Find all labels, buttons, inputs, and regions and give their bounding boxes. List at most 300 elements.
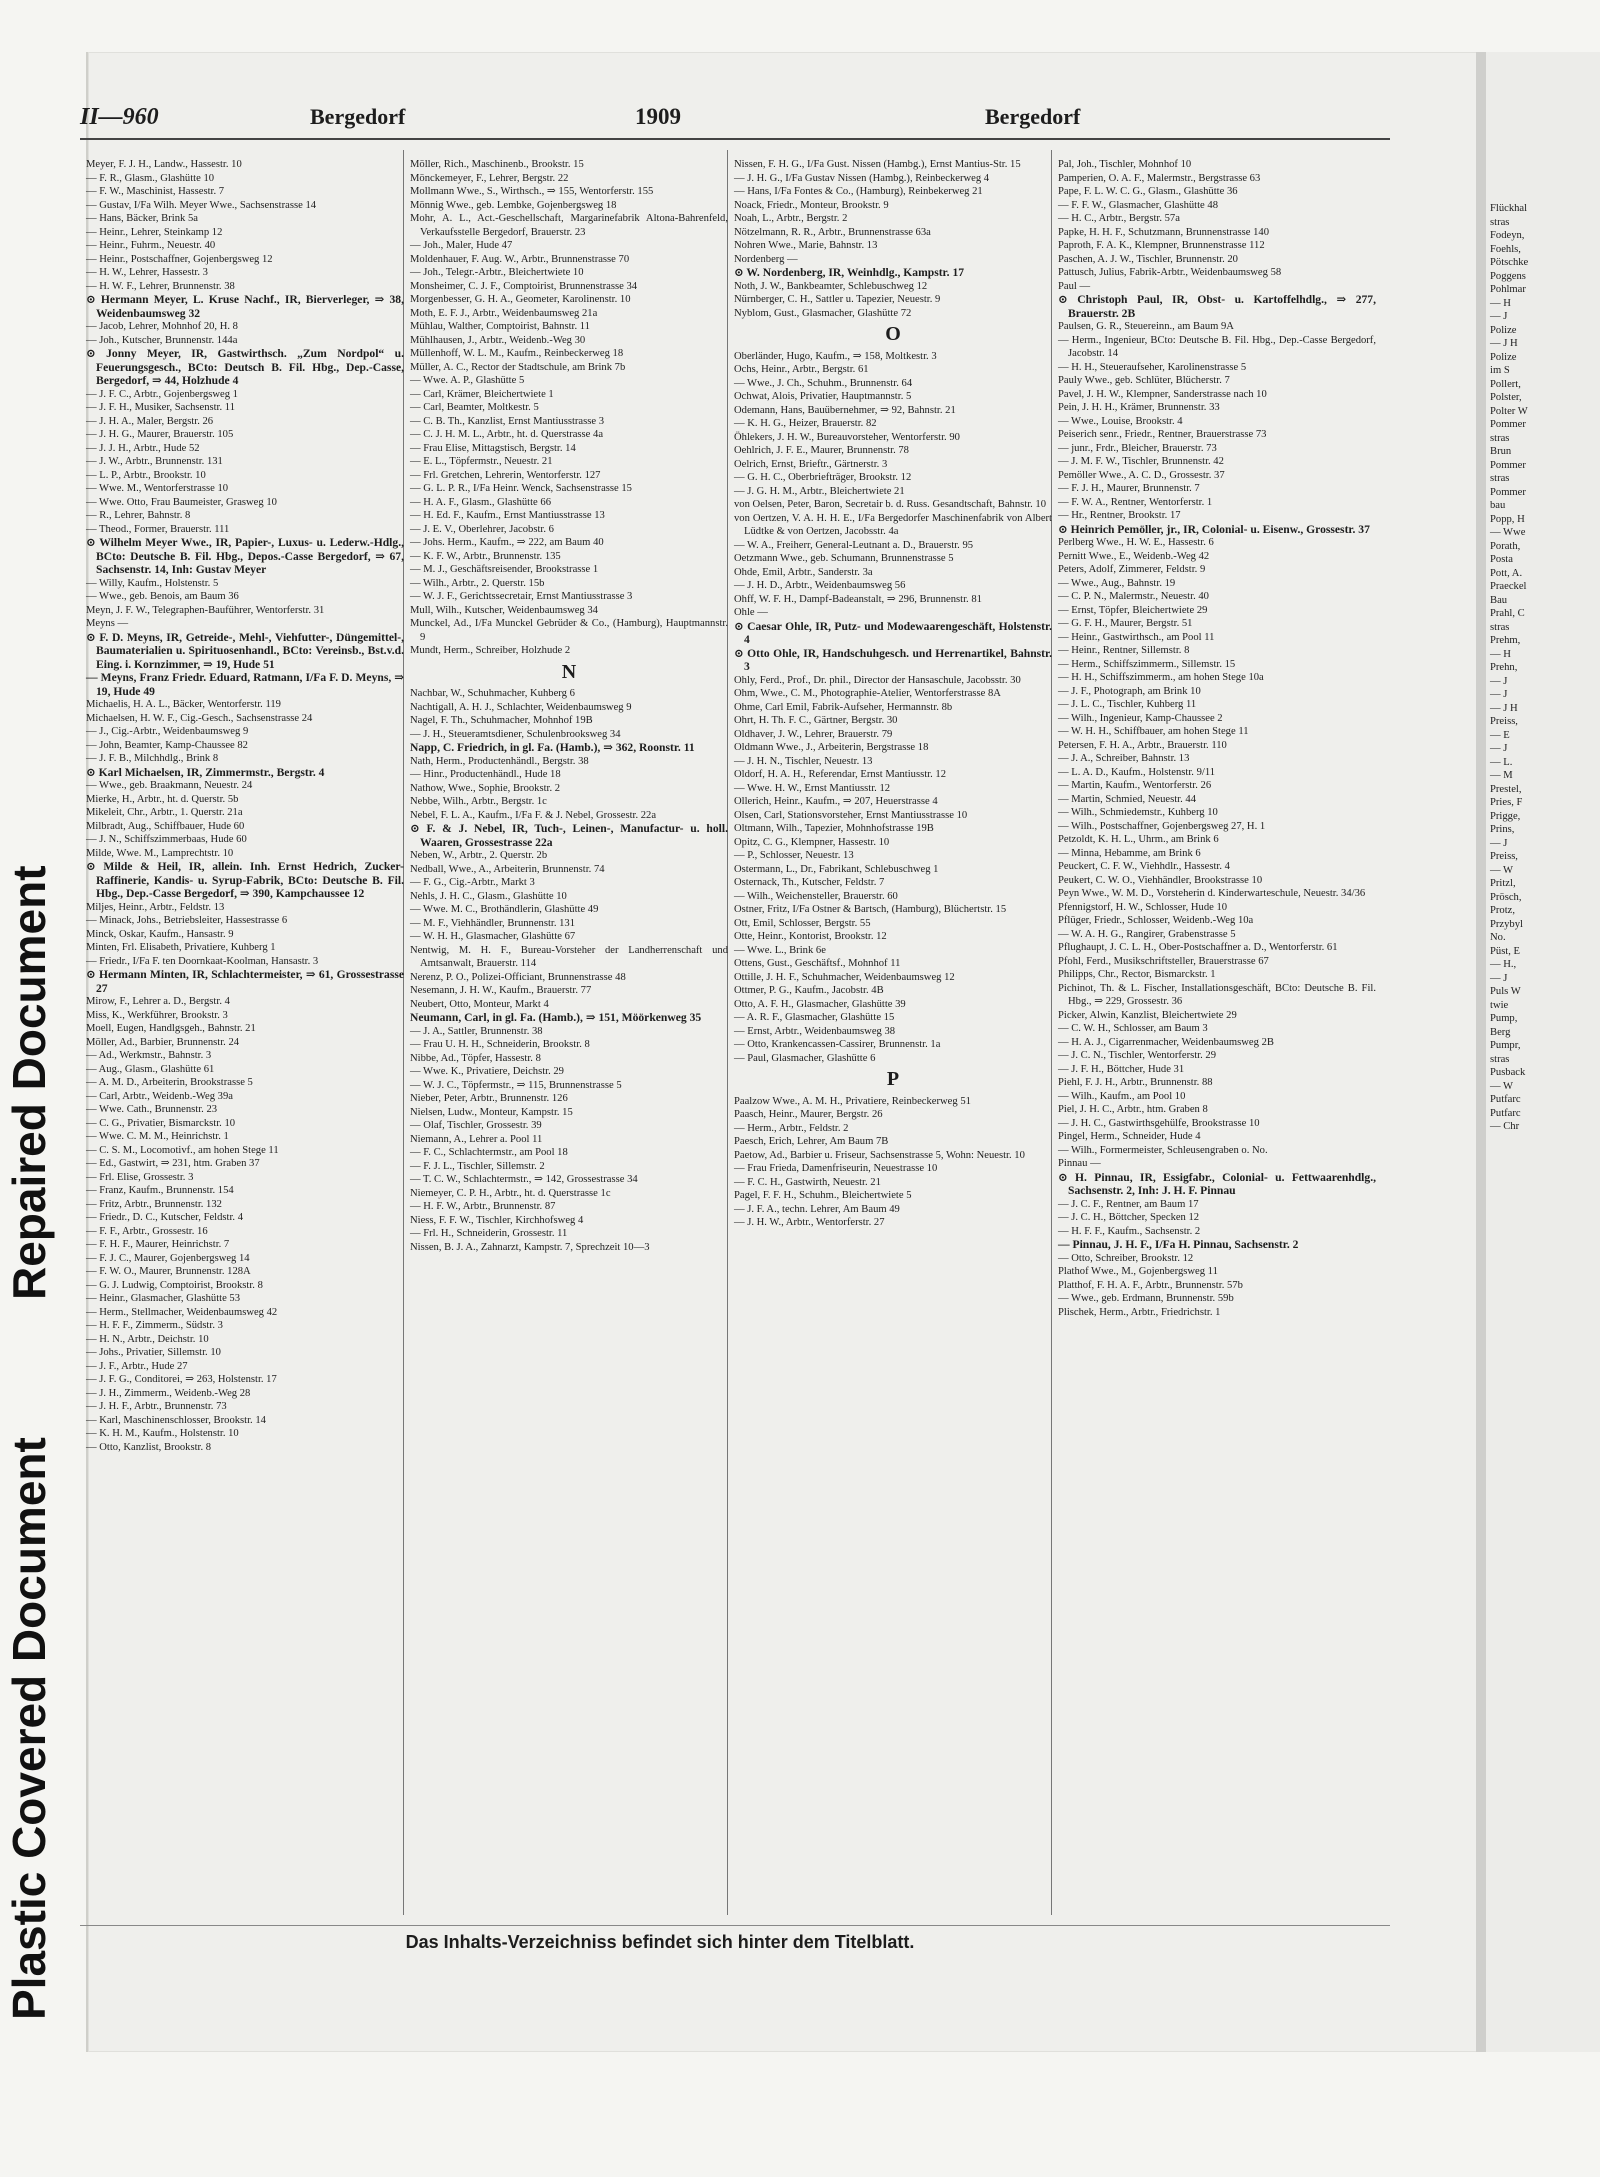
directory-entry: — T. C. W., Schlachtermstr., ⇒ 142, Grossestrasse 34 [410, 1174, 638, 1185]
directory-entry: Mühlau, Walther, Comptoirist, Bahnstr. 11 [410, 321, 590, 332]
fragment-line: — L. [1490, 756, 1513, 768]
directory-entry: Nentwig, M. H. F., Bureau-Vorsteher der Landherrenschaft und Amtsanwalt, Brauerstr. 114 [410, 944, 728, 969]
directory-entry: — Karl, Maschinenschlosser, Brookstr. 14 [86, 1414, 266, 1426]
directory-entry: — J. M. F. W., Tischler, Brunnenstr. 42 [1058, 456, 1224, 467]
directory-entry: — Frau U. H. H., Schneiderin, Brookstr. 8 [410, 1039, 590, 1050]
fragment-line: — J [1490, 311, 1508, 322]
directory-entry: Nordenberg — [734, 253, 798, 265]
header-year: 1909 [635, 104, 681, 129]
directory-entry: Niemann, A., Lehrer a. Pool 11 [410, 1133, 543, 1145]
directory-entry: Napp, C. Friedrich, in gl. Fa. (Hamb.), ⇒ 362, Roonstr. 11 [410, 741, 695, 754]
directory-entry: — P., Schlosser, Neuestr. 13 [734, 850, 854, 861]
directory-entry: — Wwe., geb. Benois, am Baum 36 [86, 591, 239, 602]
directory-entry: Nachbar, W., Schuhmacher, Kuhberg 6 [410, 688, 575, 699]
directory-entry: — Fritz, Arbtr., Brunnenstr. 132 [86, 1198, 222, 1210]
fragment-line: — J [1490, 675, 1508, 687]
fragment-line: Fodeyn, [1490, 230, 1525, 241]
directory-entry: Michaelis, H. A. L., Bäcker, Wentorferstr. 119 [86, 699, 281, 710]
fragment-line: Pott, A. [1490, 567, 1523, 579]
footer-note: Das Inhalts-Verzeichniss befindet sich hinter dem Titelblatt. [405, 1932, 915, 1952]
directory-entry: — Carl, Arbtr., Weidenb.-Weg 39a [86, 1090, 233, 1102]
page-number: II—960 [80, 104, 159, 130]
directory-entry: — Hans, I/Fa Fontes & Co., (Hamburg), Reinbekerweg 21 [734, 186, 983, 197]
directory-entry: — H. H., Schiffszimmerm., am hohen Stege 10a [1058, 672, 1264, 683]
directory-entry: — Heinr., Postschaffner, Gojenbergsweg 12 [86, 253, 273, 265]
fragment-line: Prehm, [1490, 635, 1521, 646]
directory-entry: Nehls, J. H. C., Glasm., Glashütte 10 [410, 890, 567, 902]
directory-entry: — Heinr., Lehrer, Steinkamp 12 [86, 226, 223, 238]
directory-entry: Odemann, Hans, Bauübernehmer, ⇒ 92, Bahnstr. 21 [734, 404, 956, 416]
directory-entry: — C. B. Th., Kanzlist, Ernst Mantiusstrasse 3 [410, 415, 605, 427]
directory-entry: — J. H., Zimmerm., Weidenb.-Weg 28 [86, 1387, 251, 1399]
directory-entry: — L. P., Arbtr., Brookstr. 10 [86, 469, 206, 481]
directory-entry: Peukert, C. W. O., Viehhändler, Brookstrasse 10 [1058, 874, 1263, 886]
directory-entry: — J. F., Photograph, am Brink 10 [1058, 685, 1201, 697]
directory-entry: Nyblom, Gust., Glasmacher, Glashütte 72 [734, 307, 912, 319]
directory-entry: Nürnberger, C. H., Sattler u. Tapezier, Neuestr. 9 [734, 294, 941, 305]
directory-entry: Nötzelmann, R. R., Arbtr., Brunnenstrasse 63a [734, 226, 931, 238]
directory-entry: Paetow, Ad., Barbier u. Friseur, Sachsenstrasse 5, Wohn: Neuestr. 10 [734, 1149, 1025, 1161]
fragment-line: im S [1490, 365, 1510, 376]
directory-entry: Ohff, W. F. H., Dampf-Badeanstalt, ⇒ 296, Brunnenstr. 81 [734, 593, 982, 605]
directory-entry: Ottille, J. H. F., Schuhmacher, Weidenbaumsweg 12 [734, 971, 955, 983]
directory-entry: Nibbe, Ad., Töpfer, Hassestr. 8 [410, 1052, 541, 1064]
directory-entry: Papke, H. H. F., Schutzmann, Brunnenstrasse 140 [1058, 226, 1270, 238]
directory-entry: — Minack, Johs., Betriebsleiter, Hassestrasse 6 [86, 915, 288, 926]
directory-entry: Miss, K., Werkführer, Brookstr. 3 [86, 1009, 228, 1021]
directory-entry: — W. H. H., Schiffbauer, am hohen Stege 11 [1058, 726, 1249, 737]
directory-entry: — M. F., Viehhändler, Brunnenstr. 131 [410, 917, 576, 929]
directory-entry: Mollmann Wwe., S., Wirthsch., ⇒ 155, Wentorferstr. 155 [410, 186, 654, 197]
directory-entry: — Meyns, Franz Friedr. Eduard, Ratmann, I/Fa F. D. Meyns, ⇒ 19, Hude 49 [86, 671, 404, 698]
directory-entry: Pichinot, Th. & L. Fischer, Installationsgeschäft, BCto: Deutsche B. Fil. Hbg., ⇒ 229, Grossestr. 36 [1058, 982, 1376, 1007]
directory-entry: — J. H. G., I/Fa Gustav Nissen (Hambg.), Reinbeckerweg 4 [734, 172, 990, 184]
directory-entry: — Otto, Kanzlist, Brookstr. 8 [86, 1441, 212, 1453]
directory-entry: Nissen, F. H. G., I/Fa Gust. Nissen (Hambg.), Ernst Mantius-Str. 15 [734, 159, 1021, 170]
directory-entry: von Oelsen, Peter, Baron, Secretair b. d. Russ. Gesandtschaft, Bahnstr. 10 [734, 499, 1047, 510]
directory-entry: Nieber, Peter, Arbtr., Brunnenstr. 126 [410, 1093, 568, 1104]
directory-entry: ⊙ Heinrich Pemöller, jr., IR, Colonial- u. Eisenw., Grossestr. 37 [1058, 522, 1370, 536]
directory-entry: — C. J. H. M. L., Arbtr., ht. d. Querstrasse 4a [410, 429, 604, 440]
fragment-line: Polster, [1490, 392, 1522, 403]
directory-entry: — Pinnau, J. H. F., I/Fa H. Pinnau, Sachsenstr. 2 [1058, 1238, 1299, 1251]
directory-entry: Plathof Wwe., M., Gojenbergsweg 11 [1058, 1266, 1218, 1277]
directory-entry: — J. H. N., Tischler, Neuestr. 13 [734, 755, 873, 767]
directory-entry: Oelrich, Ernst, Brieftr., Gärtnerstr. 3 [734, 458, 888, 470]
directory-entry: Peiserich senr., Friedr., Rentner, Brauerstrasse 73 [1058, 429, 1267, 440]
directory-entry: Paasch, Heinr., Maurer, Bergstr. 26 [734, 1109, 883, 1120]
directory-entry: ⊙ Caesar Ohle, IR, Putz- und Modewaarengeschäft, Holstenstr. 4 [734, 619, 1052, 646]
directory-entry: — G. L. P. R., I/Fa Heinr. Wenck, Sachsenstrasse 15 [410, 483, 632, 494]
directory-entry: — H. W. F., Lehrer, Brunnenstr. 38 [86, 280, 235, 292]
directory-entry: Neumann, Carl, in gl. Fa. (Hamb.), ⇒ 151, Möörkenweg 35 [410, 1011, 702, 1024]
fragment-line: twie [1490, 999, 1509, 1011]
directory-entry: Paalzow Wwe., A. M. H., Privatiere, Reinbeckerweg 51 [734, 1095, 971, 1107]
directory-entry: — K. H. M., Kaufm., Holstenstr. 10 [86, 1428, 239, 1439]
directory-entry: — A. M. D., Arbeiterin, Brookstrasse 5 [86, 1077, 253, 1088]
directory-entry: — J. H. A., Maler, Bergstr. 26 [86, 415, 214, 427]
fragment-line: Pommer [1490, 486, 1526, 498]
fragment-line: Porath, [1490, 540, 1521, 552]
directory-entry: ⊙ F. & J. Nebel, IR, Tuch-, Leinen-, Manufactur- u. holl. Waaren, Grossestrasse 22a [410, 822, 728, 849]
directory-entry: — F. C. H., Gastwirth, Neuestr. 21 [734, 1176, 881, 1188]
fragment-line: Prehn, [1490, 662, 1518, 673]
directory-entry: ⊙ Hermann Meyer, L. Kruse Nachf., IR, Bierverleger, ⇒ 38, Weidenbaumsweg 32 [86, 293, 404, 320]
directory-entry: Pauly Wwe., geb. Schlüter, Blücherstr. 7 [1058, 375, 1230, 386]
directory-entry: — J. F. C., Arbtr., Gojenbergsweg 1 [86, 388, 238, 400]
directory-entry: — Aug., Glasm., Glashütte 61 [86, 1063, 215, 1075]
fragment-line: Polize [1490, 351, 1517, 363]
directory-entry: — H. A. J., Cigarrenmacher, Weidenbaumsweg 2B [1058, 1036, 1274, 1048]
directory-entry: — J. F. B., Milchhdlg., Brink 8 [86, 753, 219, 764]
directory-entry: — Heinr., Glasmacher, Glashütte 53 [86, 1293, 241, 1304]
directory-entry: Noack, Friedr., Monteur, Brookstr. 9 [734, 199, 889, 211]
fragment-line: Berg [1490, 1026, 1511, 1038]
directory-entry: Ollerich, Heinr., Kaufm., ⇒ 207, Heuerstrasse 4 [734, 796, 938, 807]
directory-entry: Otte, Heinr., Kontorist, Brookstr. 12 [734, 931, 887, 942]
directory-entry: Moldenhauer, F. Aug. W., Arbtr., Brunnenstrasse 70 [410, 253, 630, 265]
directory-entry: — Heinr., Gastwirthsch., am Pool 11 [1058, 631, 1215, 643]
fragment-line: Putfarc [1490, 1107, 1521, 1119]
directory-entry: Olsen, Carl, Stationsvorsteher, Ernst Mantiusstrasse 10 [734, 809, 968, 821]
page-fold [1476, 52, 1486, 2052]
fragment-line: Przybyl [1490, 918, 1523, 930]
directory-entry: Oldhaver, J. W., Lehrer, Brauerstr. 79 [734, 728, 893, 740]
directory-entry: Niess, F. F. W., Tischler, Kirchhofsweg 4 [410, 1214, 584, 1226]
fragment-line: — M [1490, 770, 1513, 781]
fragment-line: Prahl, C [1490, 608, 1525, 619]
header-right-title: Bergedorf [985, 104, 1081, 129]
directory-entry: — Wwe. Otto, Frau Baumeister, Grasweg 10 [86, 496, 277, 508]
directory-entry: — J. F. G., Conditorei, ⇒ 263, Holstenstr. 17 [86, 1374, 277, 1385]
directory-entry: — Wilh., Formermeister, Schleusengraben o. No. [1058, 1144, 1268, 1156]
fragment-line: Poggens [1490, 270, 1526, 282]
directory-entry: Paproth, F. A. K., Klempner, Brunnenstrasse 112 [1058, 240, 1265, 251]
fragment-line: — J H [1490, 702, 1518, 714]
directory-entry: Pamperien, O. A. F., Malermstr., Bergstrasse 63 [1058, 172, 1261, 184]
directory-entry: Minck, Oskar, Kaufm., Hansastr. 9 [86, 928, 234, 940]
directory-entry: Ochs, Heinr., Arbtr., Bergstr. 61 [734, 364, 869, 375]
directory-entry: Oldmann Wwe., J., Arbeiterin, Bergstrasse 18 [734, 742, 929, 753]
directory-entry: Möller, Ad., Barbier, Brunnenstr. 24 [86, 1036, 240, 1048]
directory-entry: — Wwe. L., Brink 6e [734, 944, 826, 956]
directory-entry: Ostermann, L., Dr., Fabrikant, Schlebuschweg 1 [734, 863, 939, 875]
fragment-line: — J H [1490, 338, 1518, 349]
adjacent-page-fragment [1486, 52, 1600, 2052]
directory-entry: Nielsen, Ludw., Monteur, Kampstr. 15 [410, 1106, 573, 1118]
directory-entry: — F. H. F., Maurer, Heinrichstr. 7 [86, 1239, 230, 1250]
directory-entry: — J. H. F., Arbtr., Brunnenstr. 73 [86, 1401, 227, 1412]
directory-entry: Mönckemeyer, F., Lehrer, Bergstr. 22 [410, 172, 569, 184]
directory-entry: Peters, Adolf, Zimmerer, Feldstr. 9 [1058, 564, 1206, 575]
directory-entry: Oldorf, H. A. H., Referendar, Ernst Mantiusstr. 12 [734, 769, 947, 780]
directory-entry: Müllenhoff, W. L. M., Kaufm., Reinbeckerweg 18 [410, 348, 624, 359]
column-4 [1058, 158, 1376, 1319]
directory-entry: — Herm., Stellmacher, Weidenbaumsweg 42 [86, 1306, 278, 1318]
fragment-line: stras [1490, 216, 1510, 228]
directory-entry: Piehl, F. J. H., Arbtr., Brunnenstr. 88 [1058, 1077, 1213, 1088]
directory-entry: — Wwe. A. P., Glashütte 5 [410, 375, 525, 386]
directory-entry: ⊙ Otto Ohle, IR, Handschuhgesch. und Herrenartikel, Bahnstr. 3 [734, 646, 1052, 673]
directory-entry: — Wwe. M., Wentorferstrasse 10 [86, 483, 229, 494]
directory-entry: Mierke, H., Arbtr., ht. d. Querstr. 5b [86, 793, 239, 805]
fragment-line: — H., [1490, 959, 1517, 970]
directory-entry: — H. Ed. F., Kaufm., Ernst Mantiusstrasse 13 [410, 510, 605, 521]
fragment-line: — W [1490, 864, 1514, 876]
directory-entry: Monsheimer, C. J. F., Comptoirist, Brunnenstrasse 34 [410, 280, 638, 292]
fragment-line: Preiss, [1490, 851, 1518, 862]
directory-entry: Munckel, Ad., I/Fa Munckel Gebrüder & Co., (Hamburg), Hauptmannstr. 9 [410, 618, 728, 643]
fragment-line: Prestel, [1490, 783, 1522, 795]
directory-entry: Nebel, F. L. A., Kaufm., I/Fa F. & J. Nebel, Grossestr. 22a [410, 809, 657, 821]
fragment-line: Pommer [1490, 459, 1526, 471]
directory-entry: — Wwe. Cath., Brunnenstr. 23 [86, 1104, 218, 1115]
directory-entry: Nebbe, Wilh., Arbtr., Bergstr. 1c [410, 796, 547, 807]
directory-entry: — J. E. V., Oberlehrer, Jacobstr. 6 [410, 523, 554, 535]
header-rule [80, 138, 1390, 140]
directory-entry: — Wilh., Schmiedemstr., Kuhberg 10 [1058, 807, 1218, 818]
directory-entry: Pemöller Wwe., A. C. D., Grossestr. 37 [1058, 469, 1225, 481]
directory-entry: Morgenbesser, G. H. A., Geometer, Karolinenstr. 10 [410, 294, 631, 305]
fragment-line: Praeckel [1490, 581, 1527, 592]
directory-entry: — C. G., Privatier, Bismarckstr. 10 [86, 1117, 236, 1129]
directory-entry: — Wwe., Louise, Brookstr. 4 [1058, 415, 1183, 427]
fragment-line: — Wwe [1490, 527, 1526, 538]
column-2 [410, 158, 728, 1254]
directory-entry: — J. F. H., Böttcher, Hude 31 [1058, 1063, 1185, 1075]
stamp-plastic: Plastic Covered Document [3, 1437, 55, 2020]
directory-entry: — Ad., Werkmstr., Bahnstr. 3 [86, 1050, 212, 1061]
directory-entry: — Ernst, Arbtr., Weidenbaumsweg 38 [734, 1025, 896, 1037]
directory-entry: — John, Beamter, Kamp-Chaussee 82 [86, 739, 248, 751]
directory-entry: Mohr, A. L., Act.-Geschellschaft, Margarinefabrik Altona-Bahrenfeld, Verkaufsstelle Bergedorf, Brauerstr. 23 [410, 213, 728, 238]
directory-entry: Pattusch, Julius, Fabrik-Arbtr., Weidenbaumsweg 58 [1058, 267, 1282, 278]
directory-entry: Oberländer, Hugo, Kaufm., ⇒ 158, Moltkestr. 3 [734, 350, 937, 362]
directory-entry: — J. H., Steueramtsdiener, Schulenbrooksweg 34 [410, 728, 621, 740]
directory-entry: — Martin, Kaufm., Wentorferstr. 26 [1058, 780, 1212, 791]
directory-entry: — Friedr., D. C., Kutscher, Feldstr. 4 [86, 1212, 244, 1223]
directory-entry: — Wwe. H. W., Ernst Mantiusstr. 12 [734, 782, 891, 794]
directory-entry: — Joh., Kutscher, Brunnenstr. 144a [86, 334, 238, 346]
directory-entry: — Joh., Maler, Hude 47 [410, 240, 513, 251]
column-3 [734, 158, 1052, 1230]
directory-entry: Michaelsen, H. W. F., Cig.-Gesch., Sachsenstrasse 24 [86, 712, 313, 724]
directory-entry: ⊙ H. Pinnau, IR, Essigfabr., Colonial- u. Fettwaarenhdlg., Sachsenstr. 2, Inh: J. H. F. Pinnau [1058, 1170, 1376, 1197]
adjacent-page-text [1486, 202, 1600, 1134]
directory-entry: — J. A., Sattler, Brunnenstr. 38 [410, 1025, 543, 1037]
directory-entry: — J. J. H., Arbtr., Hude 52 [86, 442, 200, 454]
directory-entry: — Wwe. K., Privatiere, Deichstr. 29 [410, 1066, 564, 1077]
directory-entry: Ostner, Fritz, I/Fa Ostner & Bartsch, (Hamburg), Blüchertstr. 15 [734, 904, 1007, 915]
directory-entry: — C. P. N., Malermstr., Neuestr. 40 [1058, 591, 1209, 602]
directory-entry: Nath, Herm., Productenhändl., Bergstr. 38 [410, 755, 589, 767]
directory-entry: — A. R. F., Glasmacher, Glashütte 15 [734, 1012, 895, 1023]
fragment-line: Prins, [1490, 824, 1515, 835]
fragment-line: — J [1490, 689, 1508, 700]
directory-entry: — Johs. Herm., Kaufm., ⇒ 222, am Baum 40 [410, 537, 604, 548]
directory-entry: Meyn, J. F. W., Telegraphen-Bauführer, Wentorferstr. 31 [86, 604, 325, 616]
column-1 [86, 158, 404, 1454]
directory-entry: — Gustav, I/Fa Wilh. Meyer Wwe., Sachsenstrasse 14 [86, 199, 317, 211]
fragment-line: Brun [1490, 446, 1512, 457]
directory-entry: — Wilh., Kaufm., am Pool 10 [1058, 1090, 1186, 1102]
directory-entry: — Joh., Telegr.-Arbtr., Bleichertwiete 10 [410, 267, 584, 278]
fragment-line: Bau [1490, 594, 1508, 606]
directory-entry: — Ernst, Töpfer, Bleichertwiete 29 [1058, 604, 1208, 616]
directory-entry: — R., Lehrer, Bahnstr. 8 [86, 510, 191, 521]
directory-entry: — F. J. C., Maurer, Gojenbergsweg 14 [86, 1252, 250, 1264]
page-header [80, 104, 1190, 138]
directory-entry: — J. H. W., Arbtr., Wentorferstr. 27 [734, 1217, 885, 1228]
fragment-line: Puls W [1490, 986, 1521, 997]
directory-entry: ⊙ Christoph Paul, IR, Obst- u. Kartoffelhdlg., ⇒ 277, Brauerstr. 2B [1058, 293, 1376, 320]
directory-entry: Petzoldt, K. H. L., Uhrm., am Brink 6 [1058, 834, 1219, 845]
directory-entry: — L. A. D., Kaufm., Holstenstr. 9/11 [1058, 766, 1216, 778]
directory-entry: — Ed., Gastwirt, ⇒ 231, htm. Graben 37 [86, 1158, 260, 1169]
directory-entry: — J. W., Arbtr., Brunnenstr. 131 [86, 456, 223, 467]
directory-entry: — H. A. F., Glasm., Glashütte 66 [410, 496, 551, 508]
directory-entry: Picker, Alwin, Kanzlist, Bleichertwiete 29 [1058, 1009, 1237, 1021]
directory-entry: Niemeyer, C. P. H., Arbtr., ht. d. Querstrasse 1c [410, 1187, 611, 1199]
fragment-line: — J [1490, 837, 1508, 849]
directory-entry: — H. C., Arbtr., Bergstr. 57a [1058, 213, 1180, 224]
directory-entry: — F. J. H., Maurer, Brunnenstr. 7 [1058, 483, 1200, 494]
directory-entry: Meyer, F. J. H., Landw., Hassestr. 10 [86, 159, 242, 170]
directory-entry: — Wwe., J. Ch., Schuhm., Brunnenstr. 64 [734, 377, 913, 389]
directory-entry: Ohrt, H. Th. F. C., Gärtner, Bergstr. 30 [734, 715, 898, 726]
fragment-line: Prösch, [1490, 891, 1522, 903]
directory-entry: Pavel, J. H. W., Klempner, Sanderstrasse nach 10 [1058, 388, 1267, 400]
directory-entry: — F. W., Maschinist, Hassestr. 7 [86, 186, 225, 197]
fragment-line: stras [1490, 1053, 1510, 1065]
directory-entry: — W. A., Freiherr, General-Leutnant a. D., Brauerstr. 95 [734, 539, 974, 551]
directory-entry: — Wilh., Ingenieur, Kamp-Chaussee 2 [1058, 712, 1223, 724]
directory-entry: Pagel, F. F. H., Schuhm., Bleichertwiete 5 [734, 1190, 912, 1201]
directory-entry: — J. G. H. M., Arbtr., Bleichertwiete 21 [734, 485, 905, 497]
directory-entry: Ohle — [734, 607, 768, 618]
directory-entry: Neubert, Otto, Monteur, Markt 4 [410, 998, 549, 1010]
fragment-line: — Chr [1490, 1121, 1520, 1132]
directory-entry: — F. W. A., Rentner, Wentorferstr. 1 [1058, 496, 1213, 508]
directory-entry: — W. A. H. G., Rangirer, Grabenstrasse 5 [1058, 928, 1236, 940]
directory-entry: ⊙ Wilhelm Meyer Wwe., IR, Papier-, Luxus- u. Lederw.-Hdlg., BCto: Deutsche B. Fil. Hbg., Depos.-Casse Bergedorf, ⇒ 67, Sachsenstr. 14, Inh: Gustav Meyer [86, 536, 404, 576]
header-left-title: Bergedorf [310, 104, 406, 129]
directory-entry: Pfennigstorf, H. W., Schlosser, Hude 10 [1058, 901, 1228, 913]
directory-entry: ⊙ F. D. Meyns, IR, Getreide-, Mehl-, Viehfutter-, Düngemittel-, Baumaterialien u. Spirituosenhandl., BCto: Vereinsb., Bst.v.d. Eing. i. Kornzimmer, ⇒ 19, Hude 51 [86, 630, 404, 671]
directory-entry: — Wwe., Aug., Bahnstr. 19 [1058, 577, 1176, 589]
directory-entry: Nedball, Wwe., A., Arbeiterin, Brunnenstr. 74 [410, 863, 605, 875]
directory-entry: Plischek, Herm., Arbtr., Friedrichstr. 1 [1058, 1306, 1221, 1318]
directory-entry: — Wwe., geb. Erdmann, Brunnenstr. 59b [1058, 1293, 1234, 1304]
directory-entry: Ohm, Wwe., C. M., Photographie-Atelier, Wentorferstrasse 8A [734, 688, 1001, 699]
fragment-line: Pommer [1490, 419, 1526, 430]
directory-entry: — C. S. M., Locomotivf., am hohen Stege 11 [86, 1144, 279, 1156]
section-letter: P [886, 1068, 900, 1090]
directory-entry: — Hans, Bäcker, Brink 5a [86, 213, 198, 224]
directory-entry: — G. F. H., Maurer, Bergstr. 51 [1058, 618, 1193, 629]
fragment-line: stras [1490, 621, 1510, 633]
directory-entry: — C. W. H., Schlosser, am Baum 3 [1058, 1023, 1208, 1034]
directory-entry: Petersen, F. H. A., Arbtr., Brauerstr. 110 [1058, 739, 1227, 751]
directory-entry: Noah, L., Arbtr., Bergstr. 2 [734, 213, 848, 224]
directory-entry: — F. F., Arbtr., Grossestr. 16 [86, 1225, 208, 1237]
directory-entry: Nohren Wwe., Marie, Bahnstr. 13 [734, 240, 878, 251]
directory-entry: Philipps, Chr., Rector, Bismarckstr. 1 [1058, 969, 1216, 980]
directory-entry: — Wwe. M. C., Brothändlerin, Glashütte 49 [410, 904, 599, 915]
directory-entry: Pernitt Wwe., E., Weidenb.-Weg 42 [1058, 550, 1210, 562]
directory-entry: — Wilh., Postschaffner, Gojenbergsweg 27, H. 1 [1058, 820, 1266, 832]
directory-entry: — G. J. Ludwig, Comptoirist, Brookstr. 8 [86, 1279, 263, 1291]
directory-entry: Moth, E. F. J., Arbtr., Weidenbaumsweg 21a [410, 307, 598, 319]
directory-entry: — Frau Elise, Mittagstisch, Bergstr. 14 [410, 442, 576, 454]
directory-entry: Paschen, A. J. W., Tischler, Brunnenstr. 20 [1058, 253, 1238, 265]
directory-entry: — J. A., Schreiber, Bahnstr. 13 [1058, 753, 1190, 764]
directory-entry: Ohme, Carl Emil, Fabrik-Aufseher, Hermannstr. 8b [734, 701, 953, 713]
fragment-line: Pusback [1490, 1067, 1526, 1078]
directory-entry: — J. F. H., Musiker, Sachsenstr. 11 [86, 402, 235, 413]
directory-entry: — Heinr., Rentner, Sillemstr. 8 [1058, 645, 1190, 656]
fragment-line: Prigge, [1490, 810, 1521, 822]
directory-entry: Pein, J. H. H., Krämer, Brunnenstr. 33 [1058, 402, 1220, 413]
fragment-line: Polter W [1490, 405, 1528, 417]
directory-entry: — Willy, Kaufm., Holstenstr. 5 [86, 577, 219, 589]
directory-entry: ⊙ Jonny Meyer, IR, Gastwirthsch. „Zum Nordpol“ u. Feuerungsgesch., BCto: Deutsch B. Fil. Hbg., Dep.-Casse, Bergedorf, ⇒ 44, Holzhude 4 [86, 347, 404, 387]
directory-entry: — F. R., Glasm., Glashütte 10 [86, 172, 215, 184]
directory-entry: — Theod., Former, Brauerstr. 111 [86, 523, 230, 535]
directory-entry: — Frl. Elise, Grossestr. 3 [86, 1171, 194, 1183]
directory-entry: — Hinr., Productenhändl., Hude 18 [410, 769, 561, 780]
directory-entry: ⊙ Karl Michaelsen, IR, Zimmermstr., Bergstr. 4 [86, 765, 325, 779]
fragment-line: Pump, [1490, 1013, 1518, 1024]
directory-entry: Öhlekers, J. H. W., Bureauvorsteher, Wentorferstr. 90 [734, 431, 960, 443]
directory-entry: Pal, Joh., Tischler, Mohnhof 10 [1058, 159, 1192, 170]
fragment-line: Pötschke [1490, 257, 1529, 268]
directory-entry: — F. W. O., Maurer, Brunnenstr. 128A [86, 1266, 251, 1277]
directory-entry: — F. C., Schlachtermstr., am Pool 18 [410, 1147, 568, 1158]
fragment-line: — J [1490, 743, 1508, 754]
directory-entry: Peyn Wwe., W. M. D., Vorsteherin d. Kinderwarteschule, Neuestr. 34/36 [1058, 888, 1366, 899]
directory-entry: — junr., Frdr., Bleicher, Brauerstr. 73 [1058, 442, 1217, 454]
directory-entry: — J. C. N., Tischler, Wentorferstr. 29 [1058, 1050, 1217, 1061]
directory-entry: — Martin, Schmied, Neuestr. 44 [1058, 793, 1196, 805]
directory-entry: — M. J., Geschäftsreisender, Brookstrasse 1 [410, 564, 599, 575]
directory-entry: — Wwe., geb. Braakmann, Neuestr. 24 [86, 780, 253, 791]
directory-entry: Pflüger, Friedr., Schlosser, Weidenb.-Weg 10a [1058, 915, 1254, 926]
directory-entry: — J. H. D., Arbtr., Weidenbaumsweg 56 [734, 580, 906, 591]
directory-entry: — J. F., Arbtr., Hude 27 [86, 1360, 188, 1372]
directory-entry: Möller, Rich., Maschinenb., Brookstr. 15 [410, 159, 584, 170]
fragment-line: Flückhal [1490, 203, 1528, 214]
directory-entry: Mull, Wilh., Kutscher, Weidenbaumsweg 34 [410, 604, 598, 616]
directory-entry: — H. N., Arbtr., Deichstr. 10 [86, 1333, 209, 1345]
directory-entry: — W. J. F., Gerichtssecretair, Ernst Mantiusstrasse 3 [410, 591, 633, 602]
directory-entry: Otto, A. F. H., Glasmacher, Glashütte 39 [734, 998, 906, 1010]
directory-entry: Paesch, Erich, Lehrer, Am Baum 7B [734, 1136, 889, 1147]
directory-entry: — E. L., Töpfermstr., Neuestr. 21 [410, 456, 553, 467]
directory-entry: Paul — [1058, 280, 1091, 292]
fragment-line: Posta [1490, 554, 1513, 565]
directory-entry: — F. G., Cig.-Arbtr., Markt 3 [410, 877, 535, 888]
directory-entry: Ohde, Emil, Arbtr., Sanderstr. 3a [734, 566, 873, 578]
fragment-line: No. [1490, 932, 1506, 943]
directory-entry: — J. L. C., Tischler, Kuhberg 11 [1058, 699, 1197, 710]
directory-entry: Piel, J. H. C., Arbtr., htm. Graben 8 [1058, 1104, 1208, 1115]
fragment-line: Pollert, [1490, 378, 1521, 390]
fragment-line: Pries, F [1490, 797, 1523, 808]
fragment-line: stras [1490, 432, 1510, 444]
directory-entry: Ottens, Gust., Geschäftsf., Mohnhof 11 [734, 958, 901, 969]
directory-entry: Mühlhausen, J., Arbtr., Weidenb.-Weg 30 [410, 334, 586, 346]
